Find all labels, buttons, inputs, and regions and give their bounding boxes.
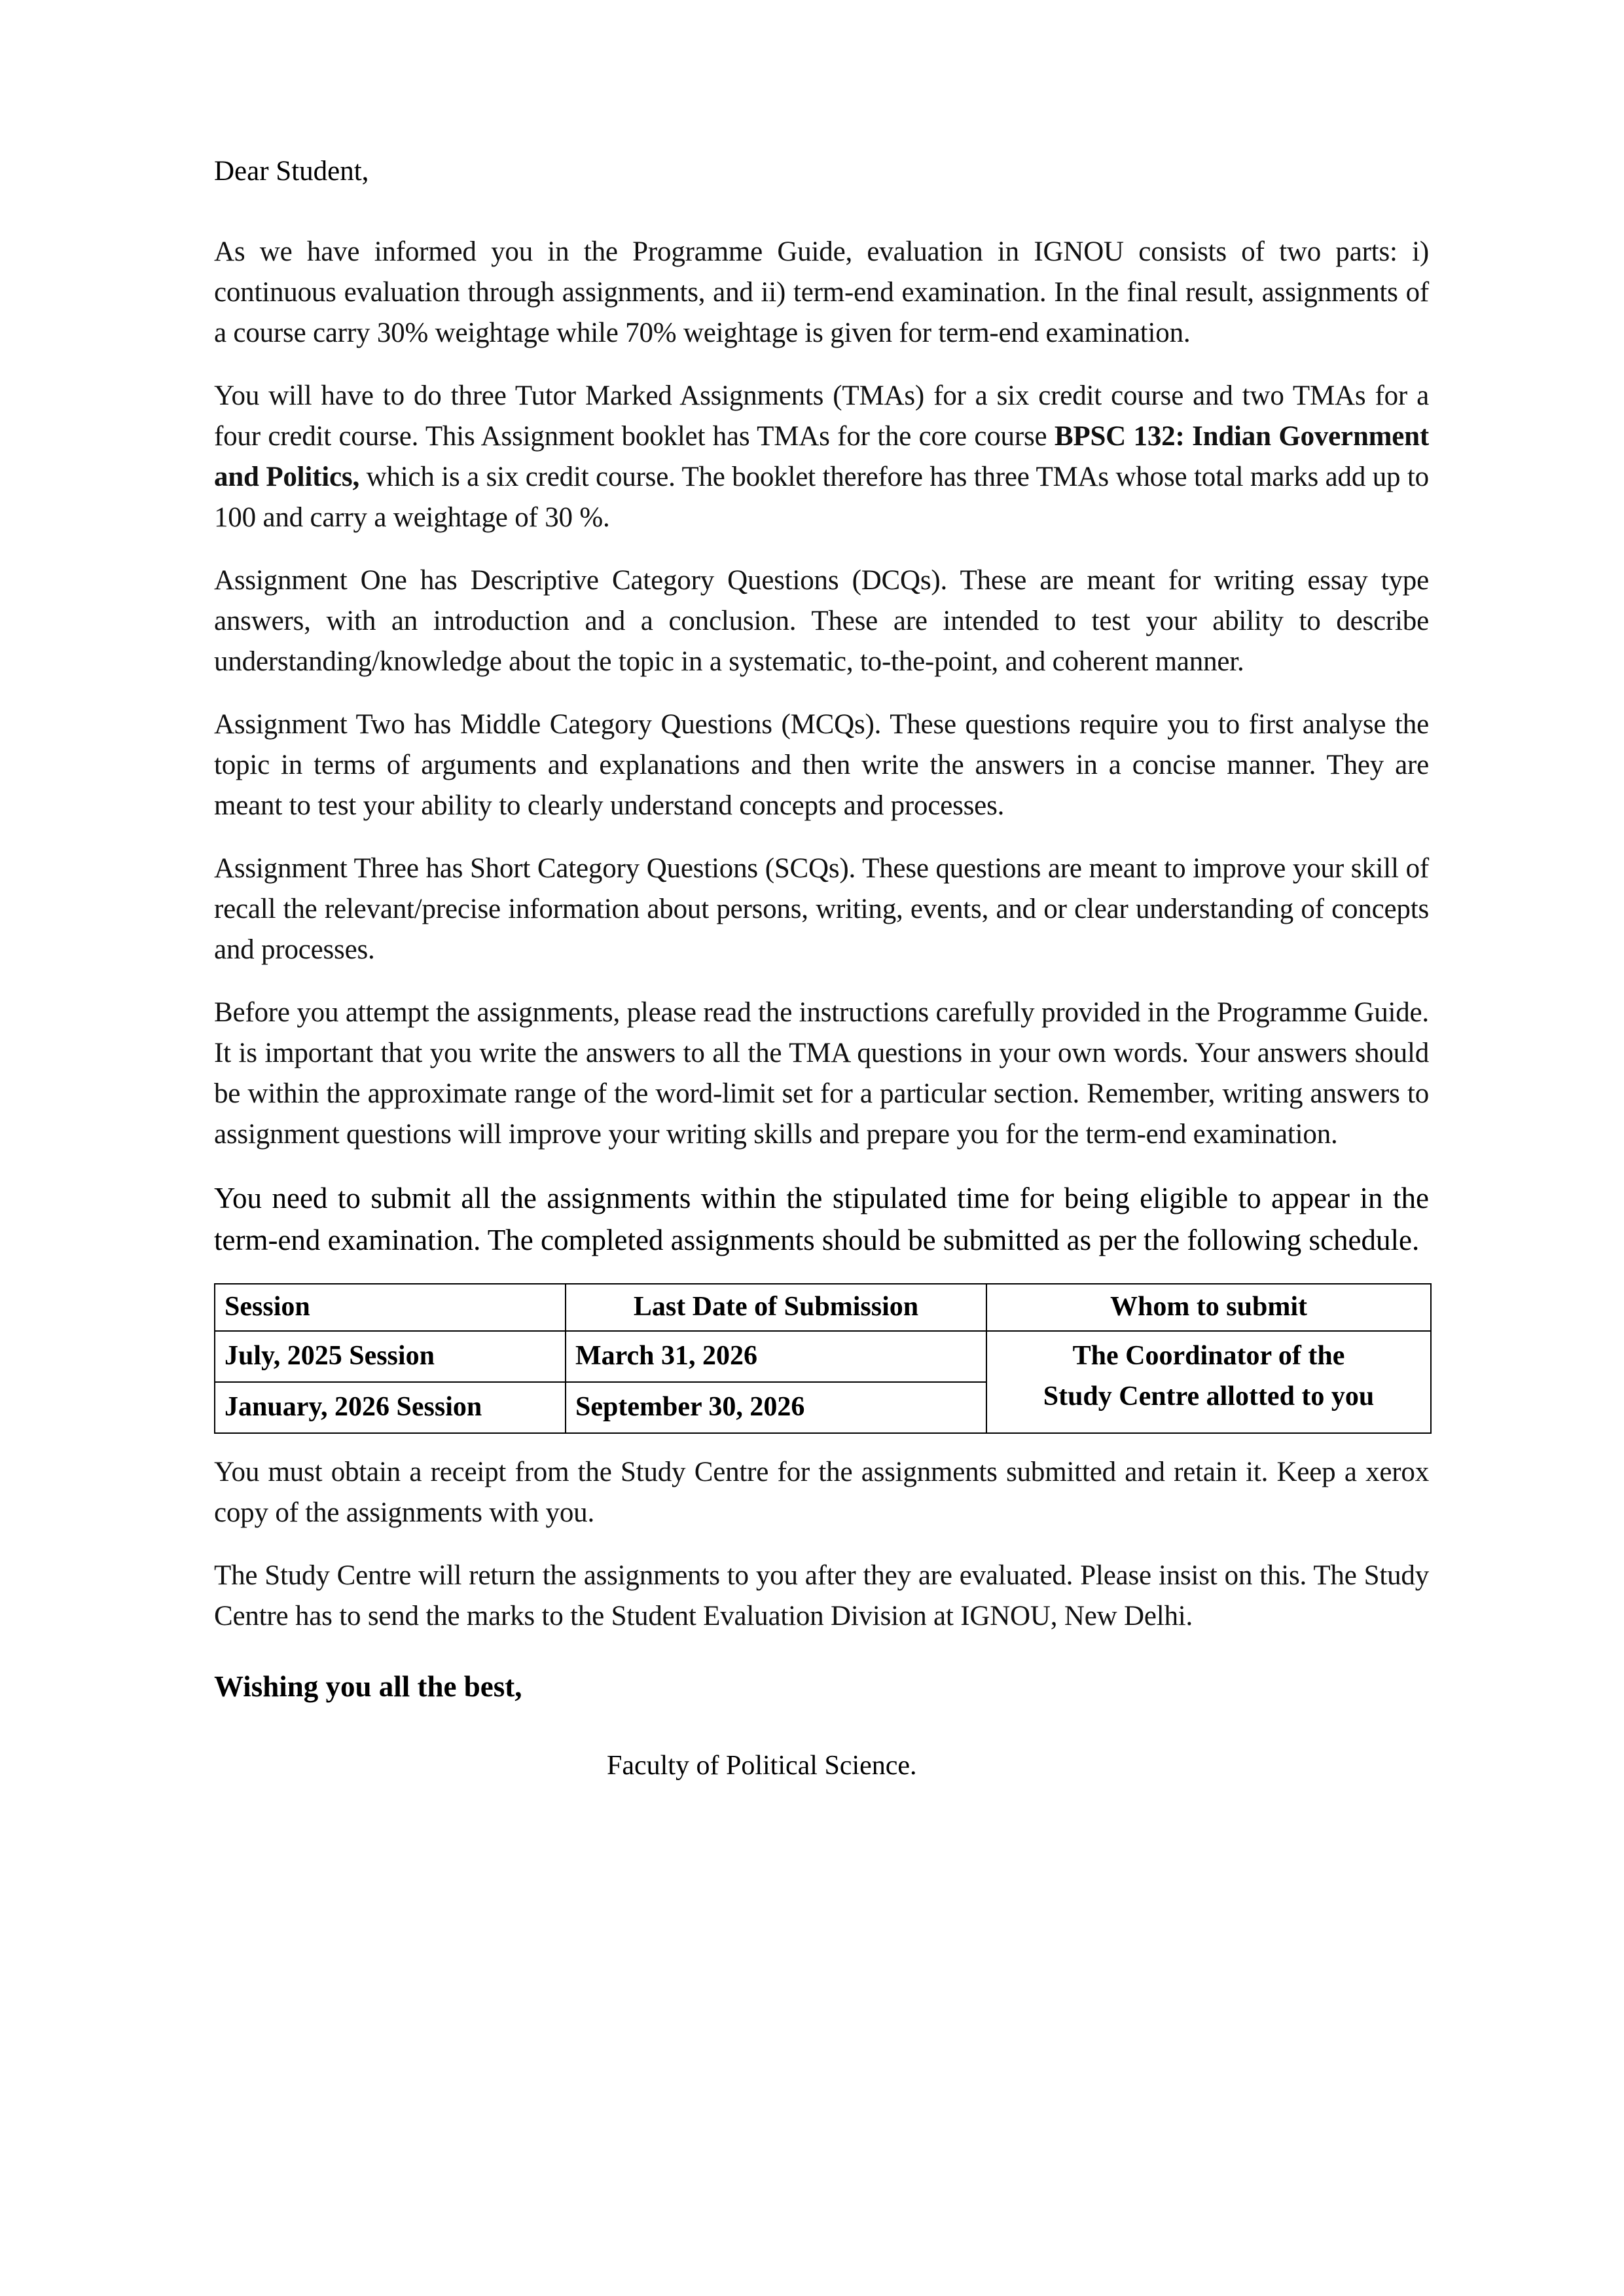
column-header-session: Session: [215, 1284, 566, 1331]
cell-session-january-2026: January, 2026 Session: [215, 1382, 566, 1433]
closing-line: Wishing you all the best,: [214, 1670, 522, 1703]
column-header-last-date: Last Date of Submission: [566, 1284, 986, 1331]
table-row: [215, 1331, 1431, 1382]
paragraph-study-centre-return: The Study Centre will return the assignments to you after they are evaluated. Please insist on this. The Study Centre has to send the marks to the Student Evaluation Division at IGNOU, New Delhi.: [214, 1560, 1429, 1631]
paragraph-receipt-instruction: You must obtain a receipt from the Study Centre for the assignments submitted and retain it. Keep a xerox copy of the assignments with you.: [214, 1457, 1429, 1528]
course-code-title: BPSC 132: Indian Government and Politics,: [214, 421, 1429, 492]
paragraph-assignment-three: Assignment Three has Short Category Questions (SCQs). These questions are meant to improve your skill of recall the relevant/precise information about persons, writing, events, and or clear understanding of concepts and processes.: [214, 853, 1429, 965]
column-header-whom-to-submit: Whom to submit: [986, 1284, 1431, 1331]
cell-last-date-march-2026: March 31, 2026: [566, 1331, 986, 1382]
paragraph-evaluation-overview: As we have informed you in the Programme Guide, evaluation in IGNOU consists of two parts: i) continuous evaluation through assignments, and ii) term-end examination. In the final result, assignments of a course carry 30% weightage while 70% weightage is given for term-end examination.: [214, 236, 1429, 348]
schedule-table: [214, 1283, 1432, 1434]
table-header-row: [215, 1284, 1431, 1331]
paragraph-tma-text-before: You will have to do three Tutor Marked Assignments (TMAs) for a six credit course and two TMAs for a four credit course. This Assignment booklet has TMAs for the core course: [214, 380, 1429, 452]
cell-whom-to-submit: [986, 1331, 1431, 1433]
whom-line-1: The Coordinator of the: [1072, 1341, 1345, 1371]
paragraph-tma-overview: [214, 376, 1429, 538]
paragraph-instructions: Before you attempt the assignments, please read the instructions carefully provided in the Programme Guide. It is important that you write the answers to all the TMA questions in your own words. Your answers should be within the approximate range of the word-limit set for a particular section. Remember, writing answers to assignment questions will improve your writing skills and prepare you for the term-end examination.: [214, 997, 1429, 1150]
paragraph-assignment-two: Assignment Two has Middle Category Questions (MCQs). These questions require you to first analyse the topic in terms of arguments and explanations and then write the answers in a concise manner. They are meant to test your ability to clearly understand concepts and processes.: [214, 709, 1429, 821]
paragraph-assignment-one: Assignment One has Descriptive Category Questions (DCQs). These are meant for writing essay type answers, with an introduction and a conclusion. These are intended to test your ability to describe understanding/knowledge about the topic in a systematic, to-the-point, and coherent manner.: [214, 565, 1429, 677]
salutation: Dear Student,: [214, 156, 369, 187]
document-body: [214, 152, 1429, 1785]
paragraph-tma-text-after: which is a six credit course. The booklet therefore has three TMAs whose total marks add up to 100 and carry a weightage of 30 %.: [214, 462, 1429, 533]
whom-line-2: Study Centre allotted to you: [1043, 1381, 1375, 1412]
signature-faculty: Faculty of Political Science.: [607, 1751, 917, 1781]
cell-last-date-september-2026: September 30, 2026: [566, 1382, 986, 1433]
cell-session-july-2025: July, 2025 Session: [215, 1331, 566, 1382]
submission-schedule: [214, 1283, 1429, 1434]
paragraph-submission-deadline: You need to submit all the assignments within the stipulated time for being eligible to appear in the term-end examination. The completed assignments should be submitted as per the following schedule.: [214, 1182, 1429, 1256]
